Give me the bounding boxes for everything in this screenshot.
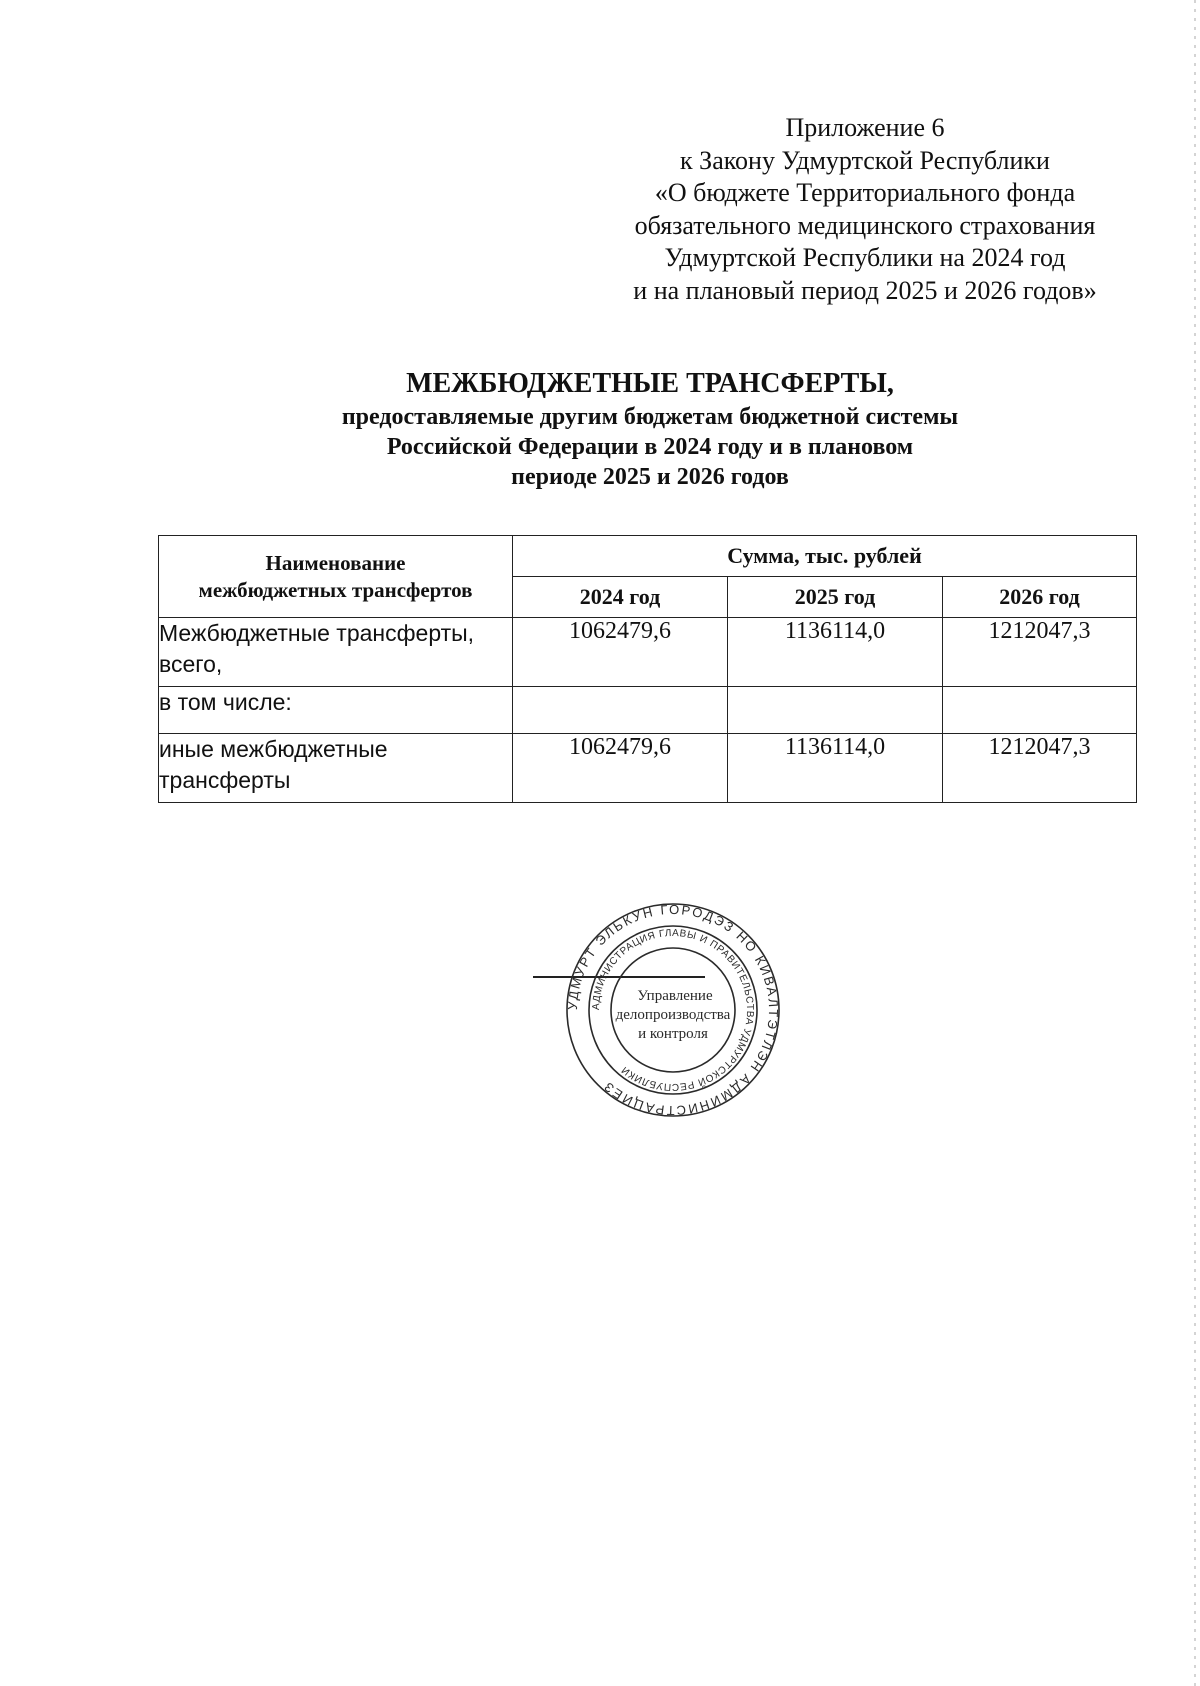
title-sub-line: Российской Федерации в 2024 году и в плановом [386,434,914,460]
name-column-header [159,536,513,618]
stamp-center-line: делопроизводства [615,1007,731,1023]
row-name: Межбюджетные трансферты, всего, [159,618,513,687]
stamp-inner-text: АДМИНИСТРАЦИЯ ГЛАВЫ И ПРАВИТЕЛЬСТВА УДМУРТСКОЙ РЕСПУБЛИКИ [590,927,756,1093]
appendix-line: Приложение 6 [785,113,945,142]
appendix-line: обязательного медицинского страхования [634,210,1096,240]
row-value: 1212047,3 [943,618,1137,687]
appendix-line: к Закону Удмуртской Республики [680,145,1050,175]
document-title [150,366,1150,492]
transfers-table [158,535,1137,803]
table-row [159,618,1137,687]
table-row [159,687,1137,734]
table-header-row [159,536,1137,577]
sum-column-header: Сумма, тыс. рублей [513,536,1137,577]
row-value: 1062479,6 [513,734,728,803]
year-header: 2025 год [728,577,943,618]
table-row [159,734,1137,803]
title-sub-line: периоде 2025 и 2026 годов [511,464,789,490]
appendix-line: Удмуртской Республики на 2024 год [664,243,1066,272]
row-value [943,687,1137,734]
appendix-line: «О бюджете Территориального фонда [654,178,1076,207]
name-header-line: Наименование [265,550,406,575]
page-edge-scan-artifact [1194,0,1196,1686]
stamp-outer-text: УДМУРТ ЭЛЬКУН ГОРОДЭЗ НО КИВАЛТЭТЛЭН АДМИНИСТРАЦИЕЗ [564,901,782,1119]
year-header: 2024 год [513,577,728,618]
row-name: в том числе: [159,687,513,734]
row-value: 1212047,3 [943,734,1137,803]
appendix-line: и на плановый период 2025 и 2026 годов» [633,275,1097,305]
row-name: иные межбюджетные трансферты [159,734,513,803]
stamp-center-line: и контроля [638,1026,708,1042]
row-value [513,687,728,734]
appendix-header [600,112,1130,307]
title-main: МЕЖБЮДЖЕТНЫЕ ТРАНСФЕРТЫ, [406,368,894,399]
row-value: 1062479,6 [513,618,728,687]
title-sub-line: предоставляемые другим бюджетам бюджетной системы [341,404,959,430]
row-value: 1136114,0 [728,734,943,803]
official-stamp-seal [563,900,783,1120]
row-value: 1136114,0 [728,618,943,687]
row-value [728,687,943,734]
stamp-center-line: Управление [637,988,713,1004]
name-header-line: межбюджетных трансфертов [198,577,473,602]
year-header: 2026 год [943,577,1137,618]
